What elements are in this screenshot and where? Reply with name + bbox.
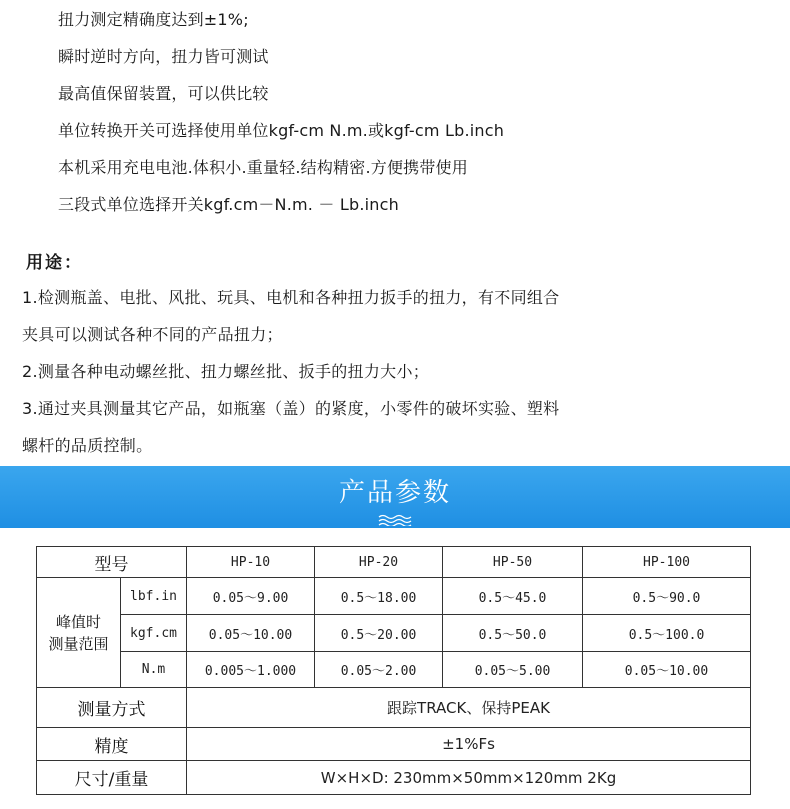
usage-line: 夹具可以测试各种不同的产品扭力； — [22, 325, 283, 344]
feature-line: 三段式单位选择开关kgf.cm－N.m. － Lb.inch — [58, 195, 399, 214]
banner-title: 产品参数 — [338, 478, 451, 508]
usage-line: 3.通过夹具测量其它产品，如瓶塞（盖）的紧度，小零件的破坏实验、塑料 — [22, 399, 560, 418]
value-cell: 0.5～100.0 — [583, 615, 751, 652]
feature-list — [58, 6, 504, 228]
size-label: 尺寸/重量 — [37, 761, 187, 795]
range-label-line2: 测量范围 — [48, 634, 109, 653]
model-cell: HP-100 — [583, 547, 751, 578]
value-cell: 0.05～10.00 — [187, 615, 315, 652]
usage-line: 螺杆的品质控制。 — [22, 436, 153, 455]
feature-line: 扭力测定精确度达到±1%; — [58, 10, 249, 29]
model-label: 型号 — [37, 547, 187, 578]
accuracy-label: 精度 — [37, 728, 187, 761]
usage-title: 用途： — [26, 253, 83, 273]
spec-table — [36, 546, 751, 795]
table-row — [37, 652, 751, 688]
usage-line: 2.测量各种电动螺丝批、扭力螺丝批、扳手的扭力大小； — [22, 362, 430, 381]
feature-line: 本机采用充电电池.体积小.重量轻.结构精密.方便携带使用 — [58, 158, 468, 177]
wave-icon — [378, 514, 412, 526]
value-cell: 0.5～50.0 — [443, 615, 583, 652]
table-row — [37, 547, 751, 578]
model-cell: HP-20 — [315, 547, 443, 578]
usage-line: 1.检测瓶盖、电批、风批、玩具、电机和各种扭力扳手的扭力，有不同组合 — [22, 288, 560, 307]
mode-value: 跟踪TRACK、保持PEAK — [187, 688, 751, 728]
table-row — [37, 615, 751, 652]
value-cell: 0.05～5.00 — [443, 652, 583, 688]
table-row — [37, 761, 751, 795]
unit-cell: lbf.in — [121, 578, 187, 615]
unit-cell: kgf.cm — [121, 615, 187, 652]
feature-line: 瞬时逆时方向，扭力皆可测试 — [58, 47, 269, 66]
range-label — [37, 578, 121, 688]
model-cell: HP-50 — [443, 547, 583, 578]
usage-list — [22, 284, 559, 469]
unit-cell: N.m — [121, 652, 187, 688]
table-row — [37, 728, 751, 761]
value-cell: 0.05～2.00 — [315, 652, 443, 688]
value-cell: 0.5～45.0 — [443, 578, 583, 615]
range-label-line1: 峰值时 — [55, 612, 101, 631]
value-cell: 0.5～18.00 — [315, 578, 443, 615]
accuracy-value: ±1%Fs — [187, 728, 751, 761]
feature-line: 单位转换开关可选择使用单位kgf-cm N.m.或kgf-cm Lb.inch — [58, 121, 505, 140]
value-cell: 0.5～20.00 — [315, 615, 443, 652]
value-cell: 0.05～9.00 — [187, 578, 315, 615]
value-cell: 0.05～10.00 — [583, 652, 751, 688]
table-row — [37, 578, 751, 615]
table-row — [37, 688, 751, 728]
value-cell: 0.005～1.000 — [187, 652, 315, 688]
value-cell: 0.5～90.0 — [583, 578, 751, 615]
feature-line: 最高值保留装置，可以供比较 — [58, 84, 269, 103]
size-value: W×H×D: 230mm×50mm×120mm 2Kg — [187, 761, 751, 795]
model-cell: HP-10 — [187, 547, 315, 578]
mode-label: 测量方式 — [37, 688, 187, 728]
